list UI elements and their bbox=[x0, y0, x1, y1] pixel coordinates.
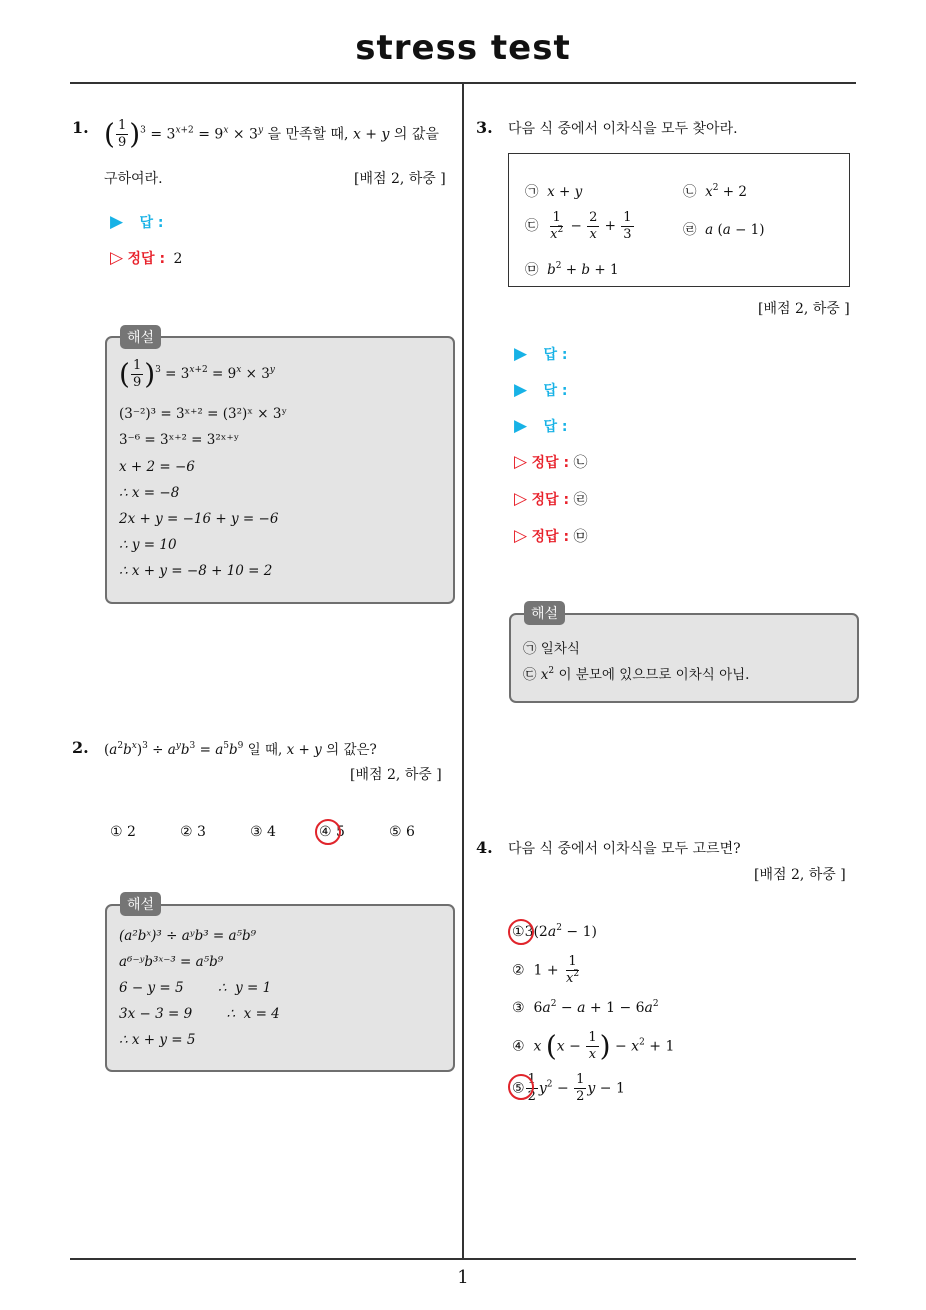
correct-arrow-icon: ▷ bbox=[514, 452, 528, 472]
question-2-option-4[interactable]: ④ 5 bbox=[319, 824, 345, 840]
selection-circle-icon bbox=[315, 819, 341, 845]
correct-label: 정답 : bbox=[127, 251, 166, 267]
footer-rule bbox=[70, 1258, 856, 1260]
solution-line: a⁶⁻ʸb³ˣ⁻³ = a⁵b⁹ bbox=[119, 954, 224, 970]
column-divider bbox=[462, 83, 464, 1259]
question-3-answer-3: ▶ 답 : bbox=[514, 416, 568, 436]
correct-arrow-icon: ▷ bbox=[514, 526, 528, 546]
expression-item: ㉠ x + y bbox=[525, 184, 583, 200]
question-1-number: 1. bbox=[72, 118, 89, 137]
solution-line: ∴ x + y = 5 bbox=[119, 1032, 196, 1048]
solution-line: ㉢ $x^2$ 이 분모에 있으므로 이차식 아님. bbox=[523, 666, 750, 683]
question-3-expression-box bbox=[508, 153, 850, 287]
question-3-solution-tag: 해설 bbox=[524, 601, 565, 625]
question-2-score: [배점 2, 하중 ] bbox=[350, 767, 442, 783]
answer-arrow-icon: ▶ bbox=[514, 416, 528, 436]
expression-item: ㉡ $x^2 + 2$ bbox=[683, 183, 747, 200]
solution-line: x + 2 = −6 bbox=[119, 459, 195, 475]
question-4-score: [배점 2, 하중 ] bbox=[754, 867, 846, 883]
solution-line: ( $\frac{1}{9}$ )$^3 = 3^{x+2} = 9^x \times 3^y$ bbox=[119, 357, 275, 391]
question-4-option-5[interactable]: ⑤ $\frac{1}{2}$ $y^2$ − $\frac{1}{2}$ y − 1 bbox=[512, 1072, 625, 1104]
question-3-solution-box bbox=[509, 613, 859, 703]
question-3-answer-1: ▶ 답 : bbox=[514, 344, 568, 364]
question-3-text: 다음 식 중에서 이차식을 모두 찾아라. bbox=[508, 121, 738, 137]
question-1-text-3: 구하여라. bbox=[104, 171, 163, 187]
answer-label: 답 : bbox=[139, 215, 164, 231]
solution-line: (a²bˣ)³ ÷ aʸb³ = a⁵b⁹ bbox=[119, 928, 257, 944]
question-2-equation: $(a^2b^x)^3 \div a^yb^3 = a^5b^9$ 일 때, x + y 의 값은? bbox=[104, 741, 377, 758]
question-4-option-3[interactable]: ③ $6a^2 - a + 1 - 6a^2$ bbox=[512, 999, 659, 1016]
question-1-correct bbox=[110, 248, 182, 268]
question-3-answer-2: ▶ 답 : bbox=[514, 380, 568, 400]
question-2-text-1: 일 때, bbox=[247, 742, 283, 758]
question-3-score: [배점 2, 하중 ] bbox=[758, 301, 850, 317]
expression-item: ㉣ a (a − 1) bbox=[683, 222, 765, 238]
page-number: 1 bbox=[457, 1267, 469, 1288]
question-4-text: 다음 식 중에서 이차식을 모두 고르면? bbox=[508, 841, 741, 857]
correct-arrow-icon: ▷ bbox=[514, 489, 528, 509]
question-2-solution-tag: 해설 bbox=[120, 892, 161, 916]
question-2-solution-box bbox=[105, 904, 455, 1072]
question-2-number: 2. bbox=[72, 738, 89, 757]
solution-line: 6 − y = 5 ∴ y = 1 bbox=[119, 980, 272, 996]
answer-arrow-icon: ▶ bbox=[514, 380, 528, 400]
question-3-number: 3. bbox=[476, 118, 493, 137]
expression-item: ㉢ $\frac{1}{x^2}$ − $\frac{2}{x}$ + $\frac{1}{3}$ bbox=[525, 210, 632, 242]
correct-arrow-icon: ▷ bbox=[110, 248, 124, 268]
selection-circle-icon bbox=[508, 919, 534, 945]
question-3-correct-3: ▷ 정답 : ㉤ bbox=[514, 526, 588, 546]
question-1-answer bbox=[110, 212, 164, 232]
question-3-correct-2: ▷ 정답 : ㉣ bbox=[514, 489, 588, 509]
page-title: stress test bbox=[355, 28, 571, 68]
question-1-solution-box bbox=[105, 336, 455, 604]
selection-circle-icon bbox=[508, 1074, 534, 1100]
question-1-score: [배점 2, 하중 ] bbox=[354, 171, 446, 187]
question-4-option-4[interactable]: ④ x (x − $\frac{1}{x}$ ) − $x^2 + 1$ bbox=[512, 1029, 675, 1063]
question-1-solution-tag: 해설 bbox=[120, 325, 161, 349]
solution-line: ∴ y = 10 bbox=[119, 537, 177, 553]
answer-arrow-icon: ▶ bbox=[514, 344, 528, 364]
question-2-text-2: 의 값은? bbox=[326, 742, 377, 758]
solution-line: 2x + y = −16 + y = −6 bbox=[119, 511, 279, 527]
solution-line: 3⁻⁶ = 3ˣ⁺² = 3²ˣ⁺ʸ bbox=[119, 432, 240, 448]
question-2-option-5[interactable]: ⑤ 6 bbox=[389, 824, 415, 840]
question-1-text-2: 의 값을 bbox=[393, 126, 439, 143]
question-4-option-2[interactable]: ② 1 + $\frac{1}{x^2}$ bbox=[512, 954, 580, 986]
question-2-option-1[interactable]: ① 2 bbox=[110, 824, 136, 840]
question-4-number: 4. bbox=[476, 838, 493, 857]
solution-line: ∴ x + y = −8 + 10 = 2 bbox=[119, 563, 273, 579]
correct-value: 2 bbox=[173, 251, 183, 267]
question-1-equation: ( $\frac{1}{9}$ )$^3 = 3^{x+2} = 9^x \times 3^y$ 을 만족할 때, x + y 의 값을 bbox=[104, 117, 439, 151]
solution-line: ㉠ 일차식 bbox=[523, 641, 580, 657]
question-2-option-2[interactable]: ② 3 bbox=[180, 824, 206, 840]
question-4-option-1[interactable]: $①3(2a^2 - 1)$ bbox=[512, 923, 597, 940]
answer-arrow-icon: ▶ bbox=[110, 212, 124, 232]
solution-line: 3x − 3 = 9 ∴ x = 4 bbox=[119, 1006, 280, 1022]
question-1-text-1: 을 만족할 때, bbox=[267, 126, 349, 143]
solution-line: (3⁻²)³ = 3ˣ⁺² = (3²)ˣ × 3ʸ bbox=[119, 406, 288, 422]
solution-line: ∴ x = −8 bbox=[119, 485, 180, 501]
question-2-option-3[interactable]: ③ 4 bbox=[250, 824, 276, 840]
question-3-correct-1: ▷ 정답 : ㉡ bbox=[514, 452, 588, 472]
expression-item: ㉤ $b^2 + b + 1$ bbox=[525, 261, 619, 278]
